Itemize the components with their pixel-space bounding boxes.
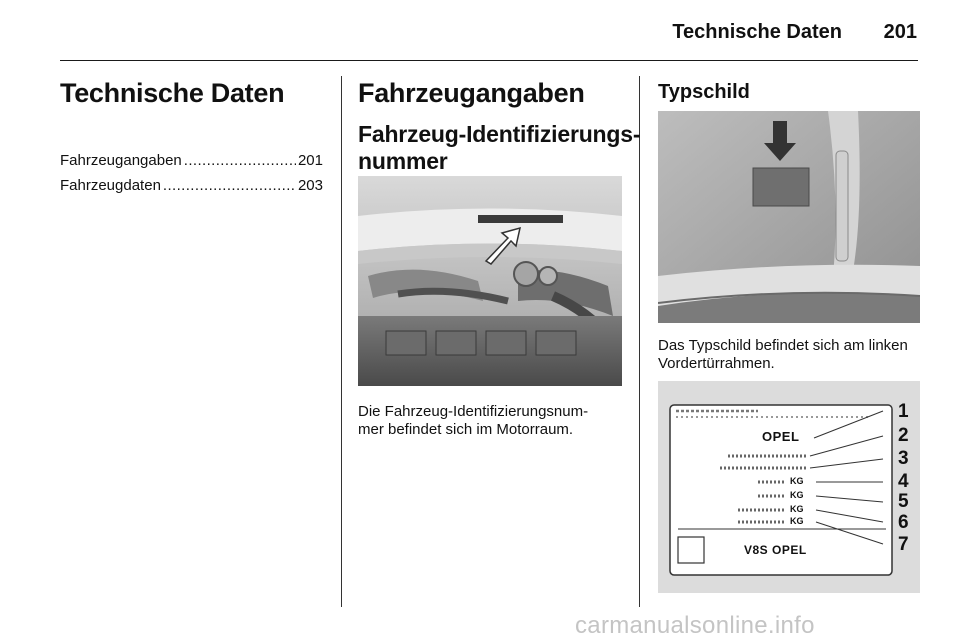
callout-5: 5 (898, 491, 909, 512)
typschild-heading: Typschild (658, 81, 750, 103)
callout-6: 6 (898, 512, 909, 533)
toc-entry-label: Fahrzeugdaten (60, 177, 161, 194)
running-header-title: Technische Daten (672, 21, 842, 43)
type-plate-diagram (658, 381, 920, 593)
typschild-caption-line2: Vordertürrahmen. (658, 355, 775, 372)
callout-1: 1 (898, 401, 909, 422)
vin-caption-line1: Die Fahrzeug-Identifizierungsnum- (358, 403, 589, 420)
plate-footer-brand: V8S OPEL (744, 543, 807, 557)
column-divider-2 (639, 76, 640, 607)
vin-caption-line2: mer befindet sich im Motorraum. (358, 421, 574, 438)
callout-3: 3 (898, 448, 909, 469)
plate-brand: OPEL (762, 429, 800, 444)
column-divider-1 (341, 76, 342, 607)
toc-entry-label: Fahrzeugangaben (60, 152, 182, 169)
callout-2: 2 (898, 425, 909, 446)
subsection-title-line2: nummer (358, 148, 448, 174)
section-title: Fahrzeugangaben (358, 78, 585, 108)
toc-entry-page: 201 (297, 152, 323, 169)
toc-dot-leader (163, 177, 296, 194)
toc-entry-page: 203 (297, 177, 323, 194)
toc-entry-fahrzeugdaten[interactable] (60, 177, 323, 194)
type-plate-artwork (658, 381, 920, 593)
door-frame-photo (658, 111, 920, 323)
watermark-url: carmanualsonline.info (575, 612, 815, 639)
subsection-title-line1: Fahrzeug-Identifizierungs- (358, 121, 641, 147)
callout-7: 7 (898, 534, 909, 555)
toc-dot-leader (184, 152, 296, 169)
plate-kg-4: KG (790, 516, 804, 526)
header-rule (60, 60, 918, 61)
plate-kg-1: KG (790, 476, 804, 486)
typschild-caption-line1: Das Typschild befindet sich am linken (658, 337, 908, 354)
plate-kg-3: KG (790, 504, 804, 514)
engine-bay-photo (358, 176, 622, 386)
chapter-title: Technische Daten (60, 78, 285, 108)
plate-kg-2: KG (790, 490, 804, 500)
page-number: 201 (883, 21, 917, 43)
toc-entry-fahrzeugangaben[interactable] (60, 152, 323, 169)
callout-4: 4 (898, 471, 909, 492)
